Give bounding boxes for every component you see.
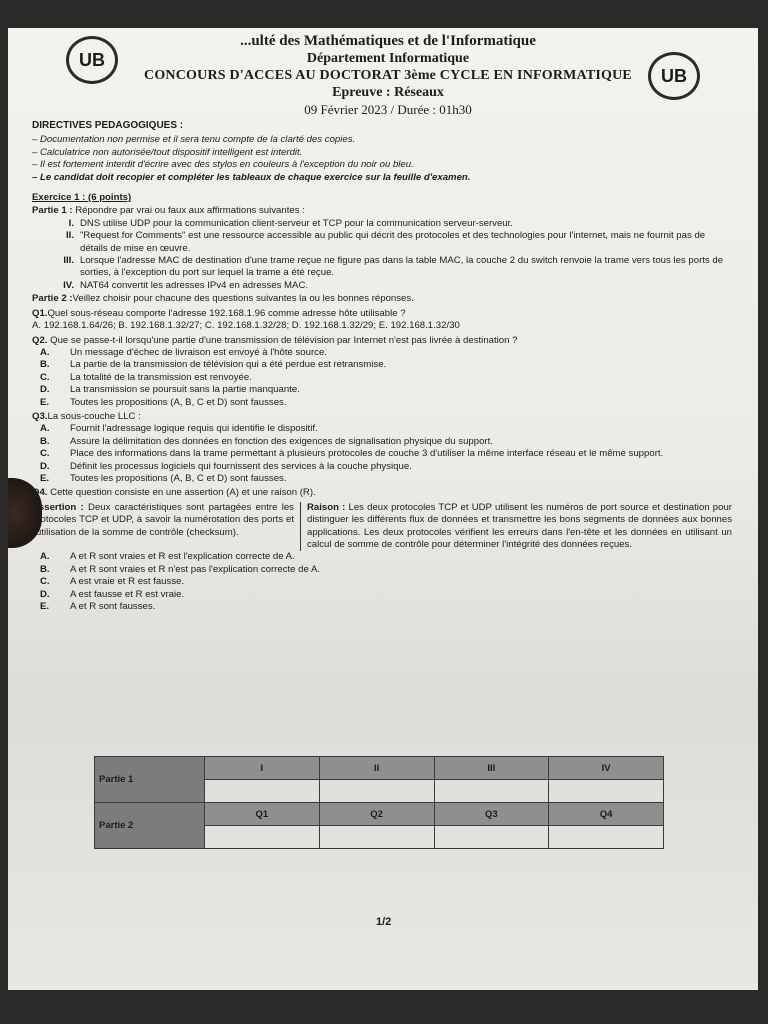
question-3: Q3.La sous-couche LLC :: [32, 410, 141, 422]
exercise-title: Exercice 1 : (6 points): [32, 192, 132, 204]
exam-header: [108, 32, 668, 118]
q2-option-d: D. La transmission se poursuit sans la partie manquante.: [40, 384, 300, 396]
col-header-q1: Q1: [205, 803, 320, 826]
q4-option-d: D. A est fausse et R est vraie.: [40, 588, 185, 600]
part1-item-1: I. DNS utilise UDP pour la communication client-serveur et TCP pour la communication serveur-serveur.: [68, 217, 513, 229]
answer-cell: [319, 780, 434, 803]
col-header-2: II: [319, 757, 434, 780]
question-4: Q4. Cette question consiste en une assertion (A) et une raison (R).: [32, 487, 316, 499]
part2-heading: Partie 2 :Veillez choisir pour chacune des questions suivantes la ou les bonnes réponses.: [32, 293, 414, 305]
table-row: [95, 803, 664, 826]
q4-option-a: A. A et R sont vraies et R est l'explication correcte de A.: [40, 551, 295, 563]
q4-option-c: C. A est vraie et R est fausse.: [40, 576, 185, 588]
question-1-options: A. 192.168.1.64/26; B. 192.168.1.32/27; C. 192.168.1.32/28; D. 192.168.1.32/29; E. 192.168.1.32/30: [32, 320, 460, 332]
university-logo-right: UB: [648, 52, 700, 100]
directives-title: DIRECTIVES PEDAGOGIQUES :: [32, 120, 184, 131]
question-1: Q1.Quel sous-réseau comporte l'adresse 192.168.1.96 comme adresse hôte utilisable ?: [32, 307, 406, 319]
part1-heading: Partie 1 : Répondre par vrai ou faux aux affirmations suivantes :: [32, 205, 305, 217]
page-number: 1/2: [376, 916, 392, 928]
q3-option-d: D. Définit les processus logiciels qui fournissent des services à la couche physique.: [40, 460, 412, 472]
directive-3: – Il est fortement interdit d'écrire avec des stylos en couleurs à l'exception du noir ou bleu.: [32, 159, 414, 171]
col-header-4: IV: [549, 757, 664, 780]
q2-option-a: A. Un message d'échec de livraison est envoyé à l'hôte source.: [40, 346, 327, 358]
answer-cell: [319, 826, 434, 849]
assertion-reason-block: [32, 502, 732, 552]
q3-option-a: A. Fournit l'adressage logique requis qui identifie le dispositif.: [40, 423, 318, 435]
table-row: [95, 757, 664, 780]
exam-date: 09 Février 2023 / Durée : 01h30: [304, 102, 472, 117]
part1-item-3: III. Lorsque l'adresse MAC de destination d'une trame reçue ne figure pas dans la table MAC, la couche 2 du switch renvoie la trame vers tous les ports de sorties, à l'exception du port sur lequel la trame a été reçue.: [63, 255, 724, 279]
q2-option-b: B. La partie de la transmission de télévision qui a été perdue est retransmise.: [40, 359, 387, 371]
q4-option-e: E. A et R sont fausses.: [40, 601, 156, 613]
faculty-name: ...ulté des Mathématiques et de l'Informatique: [240, 33, 536, 49]
q4-option-b: B. A et R sont vraies et R n'est pas l'explication correcte de A.: [40, 563, 321, 575]
question-2: Q2. Que se passe-t-il lorsqu'une partie d'une transmission de télévision par Internet n'est pas livrée à destination ?: [32, 334, 518, 346]
answer-cell: [205, 780, 320, 803]
answer-cell: [434, 826, 549, 849]
raison-text: Raison : Les deux protocoles TCP et UDP utilisent les numéros de port source et destination pour distinguer les différents flux de données et transmettre les bons segments de données aux bonnes applications. Les deux protocoles vérifient les erreurs dans l'en-tête et les données en utilisant un calcul de somme de contrôle pour déterminer l'intégrité des données reçues.: [300, 502, 732, 552]
answer-cell: [549, 780, 664, 803]
part1-item-4: IV. NAT64 convertit les adresses IPv4 en adresses MAC.: [63, 279, 309, 291]
col-header-1: I: [205, 757, 320, 780]
directive-1: – Documentation non permise et il sera tenu compte de la clarté des copies.: [32, 134, 356, 146]
part1-item-2: II. "Request for Comments" est une ressource accessible au public qui décrit des protocoles et des technologies pour l'internet, mais ne fournit pas de détails de mise en œuvre.: [66, 230, 706, 254]
q3-option-b: B. Assure la délimitation des données en fonction des exigences de signalisation physique du support.: [40, 435, 493, 447]
answer-cell: [205, 826, 320, 849]
concours-title: CONCOURS D'ACCES AU DOCTORAT 3ème CYCLE EN INFORMATIQUE: [144, 68, 632, 83]
col-header-q3: Q3: [434, 803, 549, 826]
epreuve-title: Epreuve : Réseaux: [332, 85, 444, 100]
answer-cell: [549, 826, 664, 849]
assertion-text: Assertion : Deux caractéristiques sont partagées entre les protocoles TCP et UDP, à savoir la numérotation des ports et l'utilisation de la somme de contrôle (checksum).: [32, 501, 294, 538]
answer-table: [94, 756, 664, 849]
directive-4: – Le candidat doit recopier et compléter les tableaux de chaque exercice sur la feuille d'examen.: [32, 171, 471, 183]
col-header-q2: Q2: [319, 803, 434, 826]
answer-cell: [434, 780, 549, 803]
department-name: Département Informatique: [306, 51, 470, 66]
exam-sheet: [8, 28, 758, 990]
exam-content: [32, 120, 732, 613]
q3-option-e: E. Toutes les propositions (A, B, C et D) sont fausses.: [40, 472, 287, 484]
col-header-q4: Q4: [549, 803, 664, 826]
q3-option-c: C. Place des informations dans la trame permettant à plusieurs protocoles de couche 3 d'utiliser la même interface réseau et le même support.: [40, 448, 664, 460]
row-label-partie2: Partie 2: [95, 803, 205, 849]
q2-option-e: E. Toutes les propositions (A, B, C et D) sont fausses.: [40, 396, 287, 408]
university-logo-left: UB: [66, 36, 118, 84]
row-label-partie1: Partie 1: [95, 757, 205, 803]
q2-option-c: C. La totalité de la transmission est renvoyée.: [40, 371, 252, 383]
col-header-3: III: [434, 757, 549, 780]
directive-2: – Calculatrice non autorisée/tout dispositif intelligent est interdit.: [32, 146, 303, 158]
